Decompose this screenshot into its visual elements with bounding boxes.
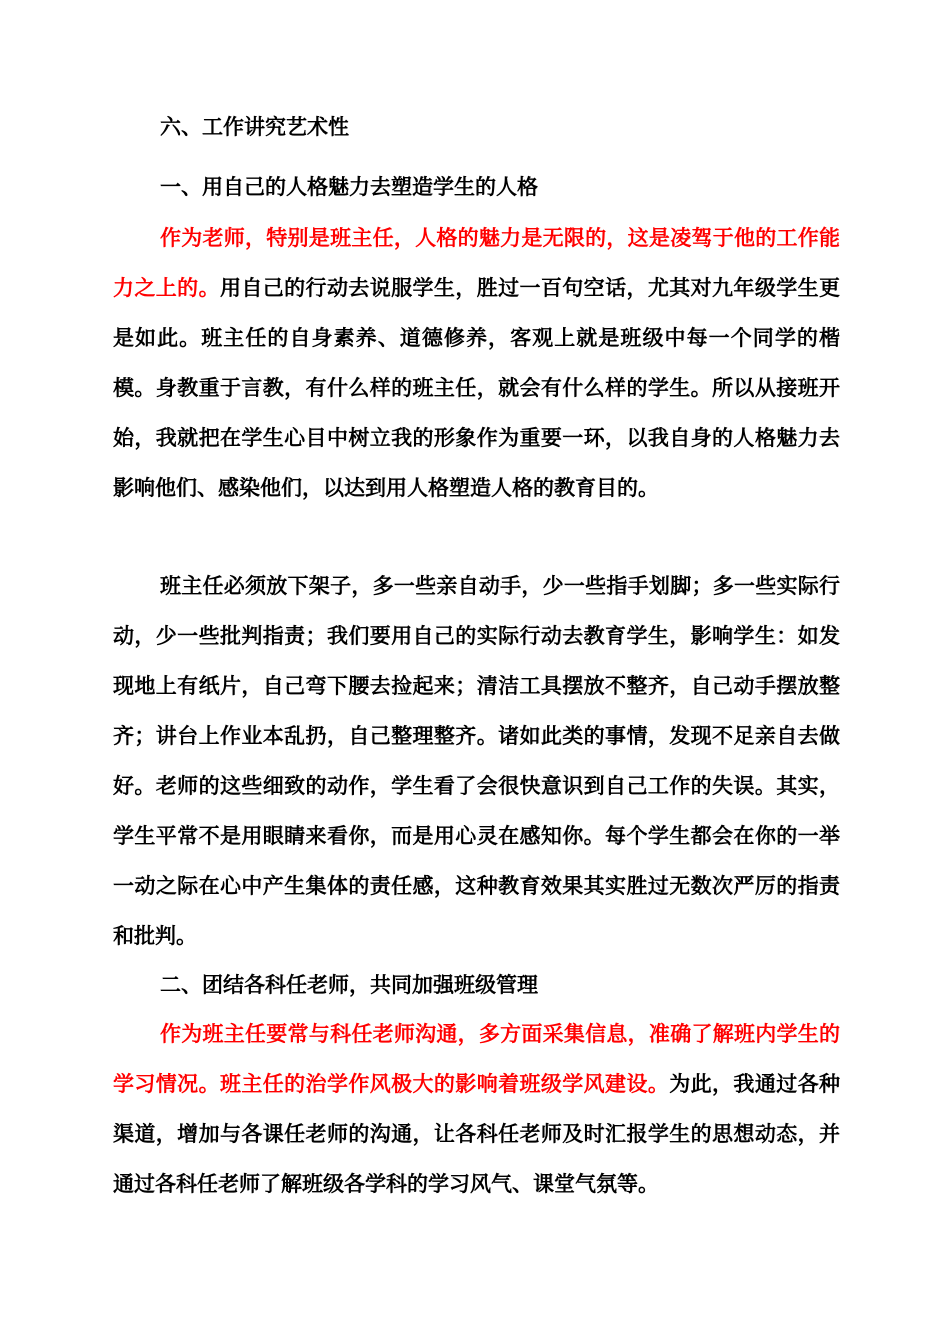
paragraph-personality-highlight: 作为老师，特别是班主任，人格的魅力是无限的，这是凌驾于他的工作能力之上的。	[113, 226, 840, 300]
paragraph-personality-body: 用自己的行动去说服学生，胜过一百句空话，尤其对九年级学生更是如此。班主任的自身素养、道德修养，客观上就是班级中每一个同学的楷模。身教重于言教，有什么样的班主任，就会有什么样的学生。所以从接班开始，我就把在学生心目中树立我的形象作为重要一环，以我自身的人格魅力去影响他们、感染他们，以达到用人格塑造人格的教育目的。	[113, 276, 841, 500]
paragraph-teacher-cooperation-highlight: 作为班主任要常与科任老师沟通，多方面采集信息，准确了解班内学生的学习情况。班主任的治学作风极大的影响着班级学风建设。	[113, 1022, 840, 1096]
subsection-heading-one: 一、用自己的人格魅力去塑造学生的人格	[160, 175, 538, 199]
paragraph-teacher-cooperation-body: 为此，我通过各种渠道，增加与各课任老师的沟通，让各科任老师及时汇报学生的思想动态，并通过各科任老师了解班级各学科的学习风气、课堂气氛等。	[113, 1072, 841, 1196]
section-heading-six: 六、工作讲究艺术性	[160, 115, 349, 139]
paragraph-personality	[113, 213, 840, 513]
paragraph-lead-by-example: 班主任必须放下架子，多一些亲自动手，少一些指手划脚；多一些实际行动，少一些批判指责；我们要用自己的实际行动去教育学生，影响学生：如发现地上有纸片，自己弯下腰去捡起来；清洁工具摆放不整齐，自己动手摆放整齐；讲台上作业本乱扔，自己整理整齐。诸如此类的事情，发现不足亲自去做好。老师的这些细致的动作，学生看了会很快意识到自己工作的失误。其实，学生平常不是用眼睛来看你，而是用心灵在感知你。每个学生都会在你的一举一动之际在心中产生集体的责任感，这种教育效果其实胜过无数次严厉的指责和批判。	[113, 574, 840, 948]
subsection-heading-two: 二、团结各科任老师，共同加强班级管理	[160, 973, 538, 997]
paragraph-teacher-cooperation	[113, 1009, 840, 1209]
